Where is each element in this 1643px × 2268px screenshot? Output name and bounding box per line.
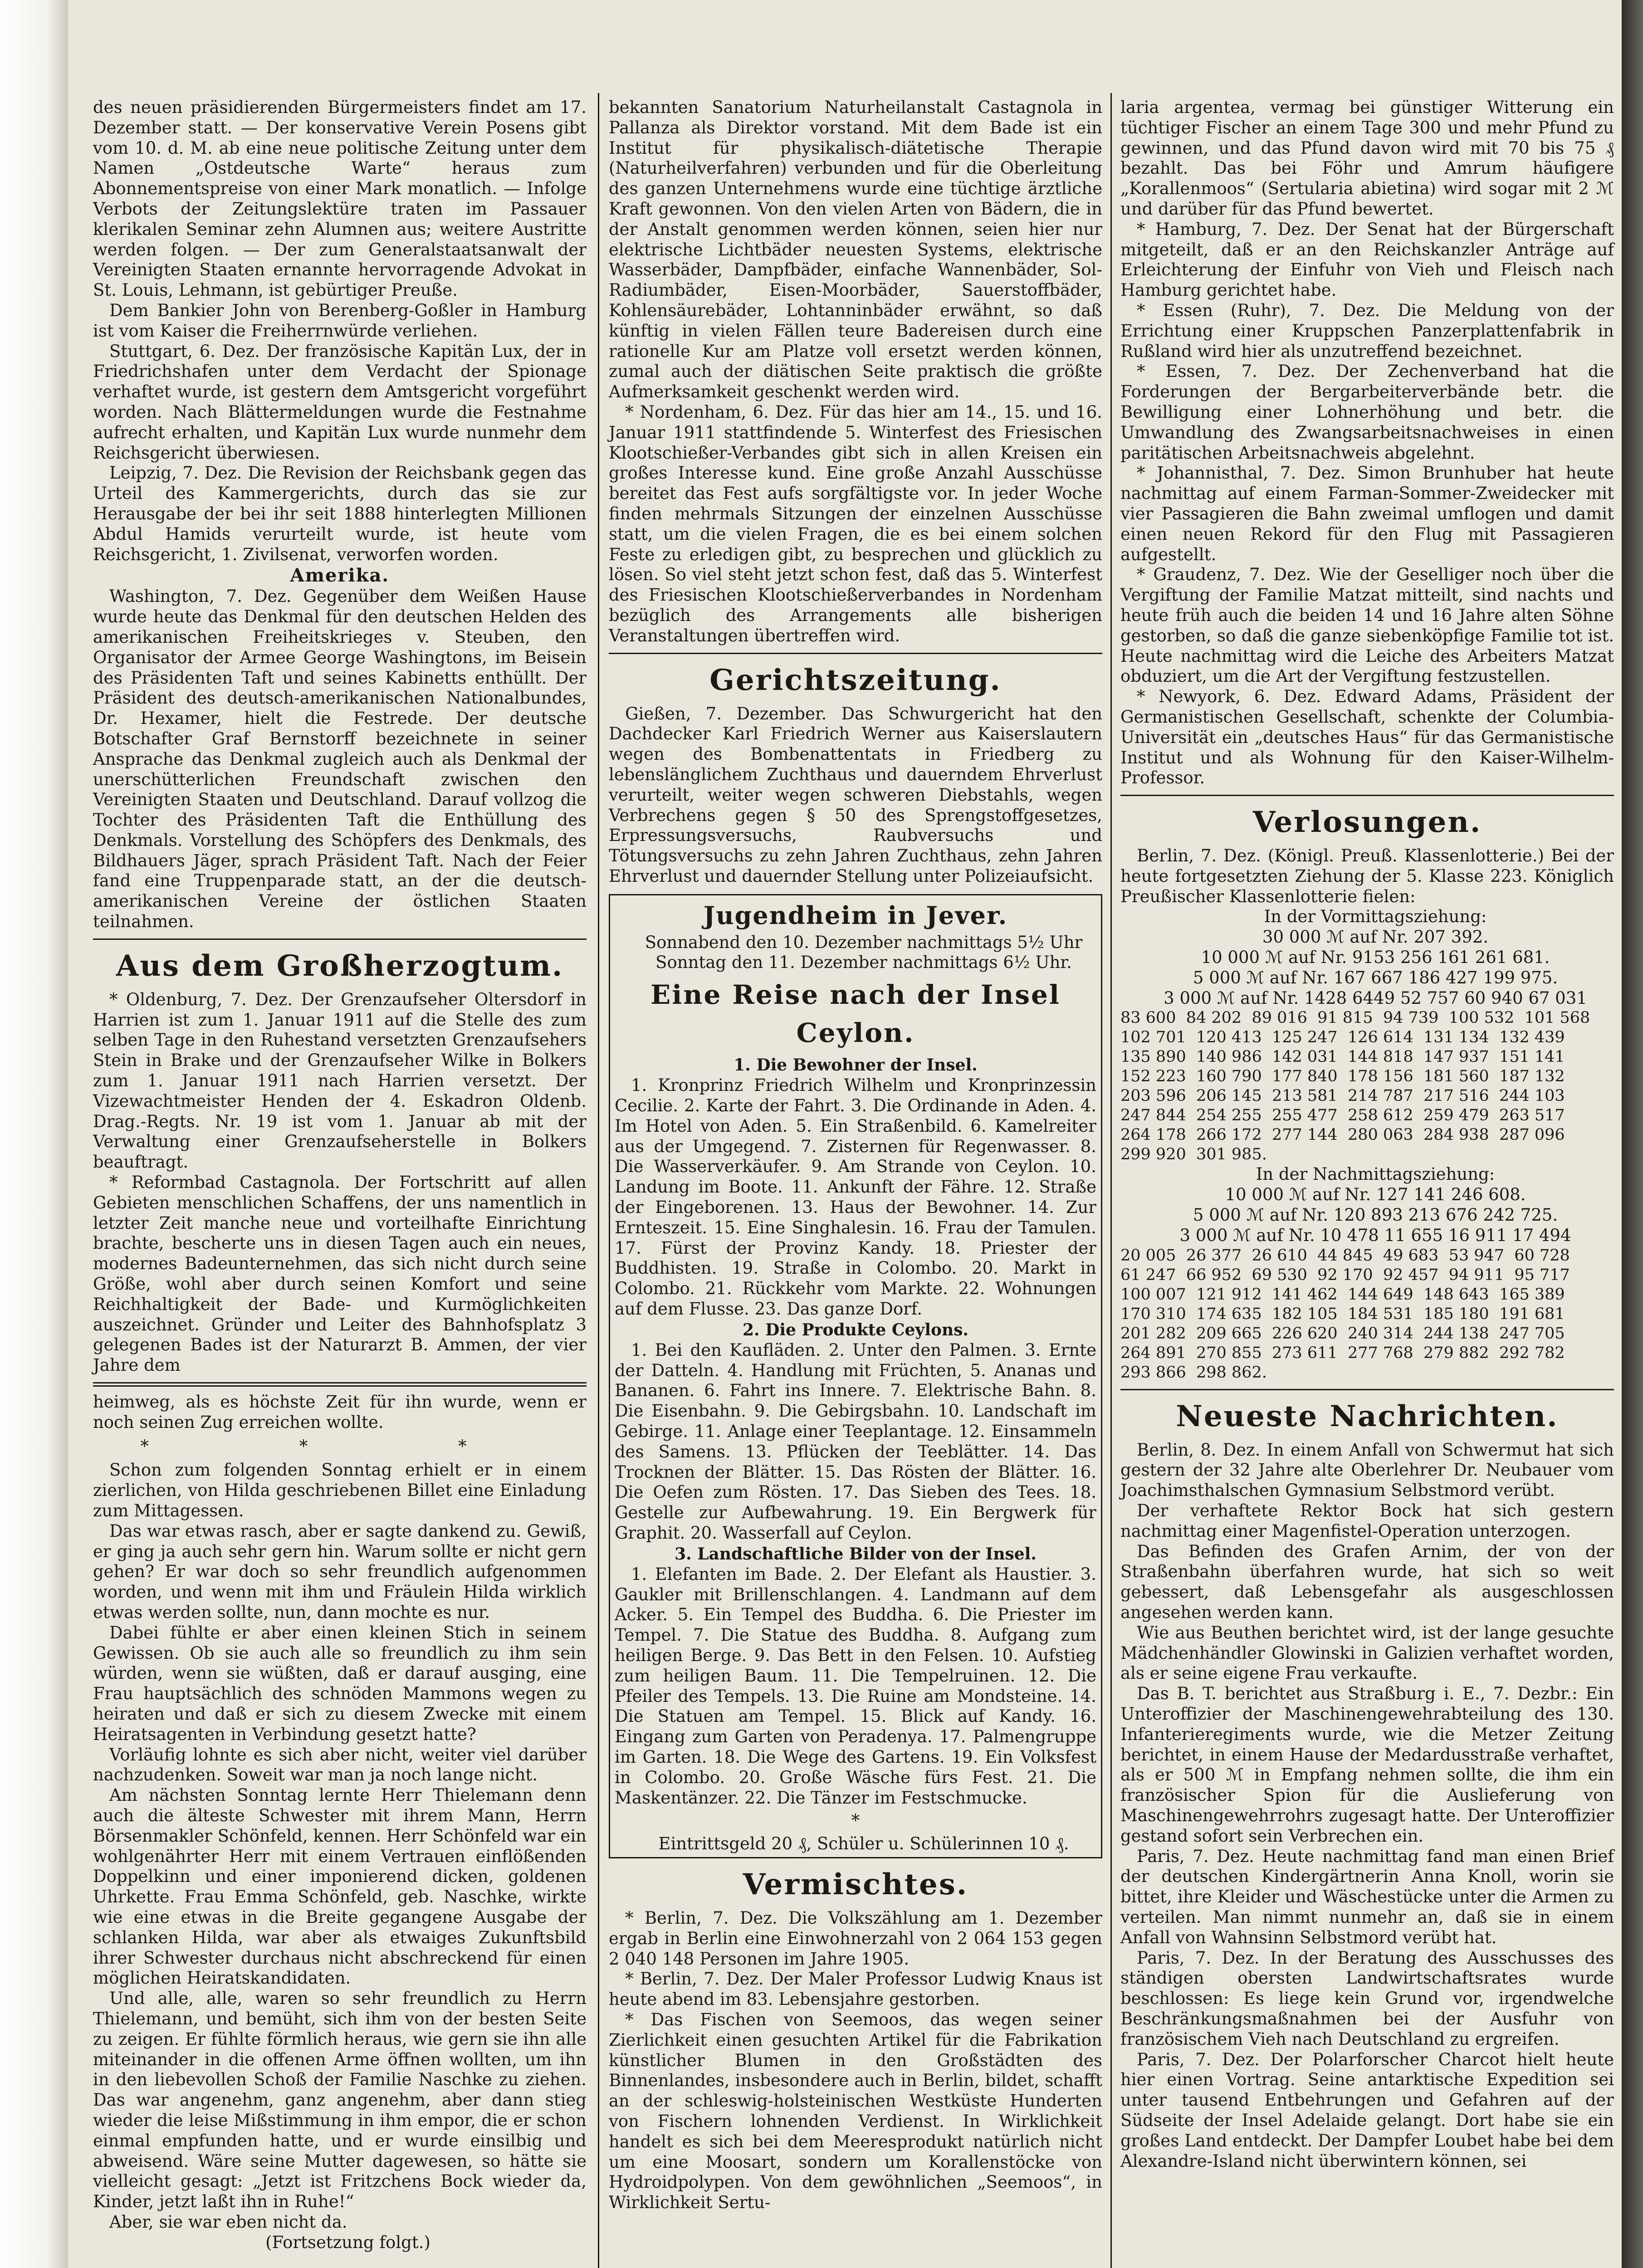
- article-text: Leipzig, 7. Dez. Die Revision der Reichsbank gegen das Urteil des Kammergerichts, durch das sie zur Herausgabe der bei ihr seit 1888 hinterlegten Millionen Abdul Hamids verurteilt wurde, ist heute vom Reichsgericht, 1. Zivilsenat, verworfen worden.: [93, 463, 587, 564]
- draw-subheading: In der Nachmittagsziehung:: [1256, 1164, 1495, 1184]
- ad-date-line: Sonntag den 11. Dezember nachmittags 6½ Uhr.: [655, 953, 1072, 973]
- article-text: * Das Fischen von Seemoos, das wegen seiner Zierlichkeit einen gesuchten Artikel für die Fabrikation künstlicher Blumen in den Großstädten des Binnenlandes, insbesondere auch in Berlin, bildet, schafft an der schleswig-holsteinischen Westküste Hunderten von Fischern lohnenden Verdienst. In Wirklichkeit handelt es sich bei dem Meeresprodukt natürlich nicht um eine Moosart, sondern um Korallenstöcke von Hydroidpolypen. Von dem gewöhnlichen „Seemoos“, in Wirklichkeit Sertu-: [609, 2009, 1102, 2213]
- section-divider: [1120, 1389, 1614, 1390]
- article-text: laria argentea, vermag bei günstiger Witterung ein tüchtiger Fischer an einem Tage 300 und mehr Pfund zu gewinnen, und das Pfund davon wird mit 70 bis 75 ₰ bezahlt. Das bei Föhr und Amrum häufigere „Korallenmoos“ (Sertularia abietina) wird sogar mit 2 ℳ und darüber für das Pfund bewertet.: [1120, 98, 1614, 219]
- ad-part-heading: 3. Landschaftliche Bilder von der Insel.: [675, 1544, 1037, 1564]
- lottery-line: 5 000 ℳ auf Nr. 120 893 213 676 242 725.: [1193, 1205, 1558, 1225]
- article-text: * Essen, 7. Dez. Der Zechenverband hat die Forderungen der Bergarbeiterverbände betr. die Bewilligung einer Lohnerhöhung und betr. die Umwandlung des Zwangsarbeitsnachweises in einen paritätischen Arbeitsnachweis abgelehnt.: [1120, 362, 1614, 463]
- feuilleton-text: Vorläufig lohnte es sich aber nicht, weiter viel darüber nachzudenken. Soweit war man ja noch lange nicht.: [93, 1745, 587, 1785]
- ad-picture-list: 1. Bei den Kaufläden. 2. Unter den Palmen. 3. Ernte der Datteln. 4. Handlung mit Früchten, 5. Ananas und Bananen. 6. Fahrt ins Innere. 7. Elektrische Bahn. 8. Die Eisenbahn. 9. Die Gebirgsbahn. 10. Landschaft im Gebirge. 11. Anlage einer Teeplantage. 12. Einsammeln des Samens. 13. Pflücken der Teeblätter. 14. Das Trocknen der Blätter. 15. Das Rösten der Blätter. 16. Die Oefen zum Rösten. 17. Das Sieben des Tees. 18. Gestelle zur Aufbewahrung. 19. Ein Bergwerk für Graphit. 20. Wasserfall auf Ceylon.: [615, 1340, 1096, 1543]
- section-heading-vermischtes: Vermischtes.: [743, 1867, 968, 1901]
- article-text: Paris, 7. Dez. Der Polarforscher Charcot hielt heute hier einen Vortrag. Seine antarktische Expedition sei unter tausend Entbehrungen und Gefahren auf der Südseite der Insel Adelaide gelangt. Dort habe sie ein großes Land entdeckt. Der Dampfer Loubet habe bei dem Alexandre-Island nicht überwintern können, sei: [1120, 2049, 1614, 2171]
- continuation-note: (Fortsetzung folgt.): [265, 2232, 430, 2252]
- feuilleton-divider: [93, 1382, 587, 1383]
- subheading-amerika: Amerika.: [290, 565, 390, 587]
- article-text: Paris, 7. Dez. In der Beratung des Ausschusses des ständigen obersten Landwirtschaftsrates wurde beschlossen: Es liege kein Grund vor, irgendwelche Beschränkungsmaßnahmen bei der Ausfuhr von französischem Vieh nach Deutschland zu ergreifen.: [1120, 1948, 1614, 2049]
- ad-part-heading: 1. Die Bewohner der Insel.: [733, 1056, 978, 1075]
- article-text: * Reformbad Castagnola. Der Fortschritt auf allen Gebieten menschlichen Schaffens, der uns namentlich in letzter Zeit manche neue und vorteilhafte Einrichtung brachte, bescherte uns in diesen Tagen auch ein neues, modernes Badeunternehmen, das sich nicht durch seine Größe, wohl aber durch seinen Komfort und seine Reichhaltigkeit der Bade- und Kurmöglichkeiten auszeichnet. Gründer und Leiter des Bahnhofsplatz 3 gelegenen Bades ist der Naturarzt B. Ammen, der vier Jahre dem: [93, 1173, 587, 1375]
- feuilleton-text: Und alle, alle, waren so sehr freundlich zu Herrn Thielemann, und bemüht, sich ihm von der besten Seite zu zeigen. Er fühlte förmlich heraus, wie gern sie ihn alle miteinander in die offenen Arme öffnen wollten, um ihn in den liebevollen Schoß der Familie Naschke zu ziehen. Das war angenehm, ganz angenehm, aber dann stieg wieder die leise Mißstimmung in ihm empor, die er schon einmal empfunden hatte, und er wurde einsilbig und abweisend. Wäre seine Mutter dagewesen, so hätte sie vielleicht gesagt: „Jetzt ist Fritzchens Bock wieder da, Kinder, jetzt laßt ihn in Ruhe!“: [93, 1989, 587, 2212]
- section-divider: [93, 938, 587, 940]
- article-text: Dem Bankier John von Berenberg-Goßler in Hamburg ist vom Kaiser die Freiherrnwürde verliehen.: [93, 300, 587, 341]
- article-text: * Newyork, 6. Dez. Edward Adams, Präsident der Germanistischen Gesellschaft, schenkte der Columbia-Universität ein „deutsches Haus“ für das Germanistische Institut und als Wohnung für den Kaiser-Wilhelm-Professor.: [1120, 687, 1614, 788]
- article-text: Das Befinden des Grafen Arnim, der von der Straßenbahn überfahren wurde, hat sich so weit gebessert, daß Lebensgefahr als ausgeschlossen angesehen werden kann.: [1120, 1541, 1614, 1623]
- feuilleton-text: Das war etwas rasch, aber er sagte dankend zu. Gewiß, er ging ja auch sehr gern hin. Warum sollte er nicht gern gehen? Er war doch so sehr freundlich aufgenommen worden, und wenn mit ihm und Fräulein Hilda wirklich etwas werden sollte, nun, dann mochte es nur.: [93, 1521, 587, 1622]
- ad-title: Jugendheim in Jever.: [703, 900, 1008, 930]
- article-text: Paris, 7. Dez. Heute nachmittag fand man einen Brief der deutschen Kindergärtnerin Anna Knoll, worin sie bittet, ihre Kleider und Wäschestücke unter die Armen zu verteilen. Man nimmt nunmehr an, daß sie in einem Anfall von Wahnsinn Selbstmord verübt hat.: [1120, 1846, 1614, 1947]
- ad-date-line: Sonnabend den 10. Dezember nachmittags 5½ Uhr: [645, 932, 1083, 952]
- section-heading-grossherzogtum: Aus dem Großherzogtum.: [116, 948, 564, 983]
- section-divider: [1120, 795, 1614, 796]
- section-heading-verlosungen: Verlosungen.: [1252, 805, 1482, 840]
- article-text: Das B. T. berichtet aus Straßburg i. E., 7. Dezbr.: Ein Unteroffizier der Maschinengewehrabteilung des 130. Infanterieregiments wurde, wie die Metzer Zeitung berichtet, in einem Hause der Medardusstraße verhaftet, als er 500 ℳ in Empfang nehmen sollte, die ihm ein französischer Spion für die Auslieferung von Maschinengewehrrohrs zugesagt hatte. Der Unteroffizier gestand sofort sein Verbrechen ein.: [1120, 1684, 1614, 1846]
- article-text: des neuen präsidierenden Bürgermeisters findet am 17. Dezember statt. — Der konservative Verein Posens gibt vom 10. d. M. ab eine neue politische Zeitung unter dem Namen „Ostdeutsche Warte“ heraus zum Abonnementspreise von einer Mark monatlich. — Infolge Verbots der Zeitungslektüre traten im Passauer klerikalen Seminar zehn Alumnen aus; weitere Austritte werden folgen. — Der zum Generalstaatsanwalt der Vereinigten Staaten ernannte hervorragende Advokat in St. Louis, Lehmann, ist gebürtiger Preuße.: [93, 98, 587, 300]
- section-heading-neueste-nachrichten: Neueste Nachrichten.: [1176, 1399, 1559, 1433]
- lottery-line: 3 000 ℳ auf Nr. 1428 6449 52 757 60 940 67 031: [1164, 988, 1587, 1008]
- article-text: * Johannisthal, 7. Dez. Simon Brunhuber hat heute nachmittag auf einem Farman-Sommer-Zweidecker mit vier Passagieren die Bahn zweimal umflogen und damit einen neuen Rekord für den Flug mit Passagieren aufgestellt.: [1120, 463, 1614, 564]
- article-text: * Graudenz, 7. Dez. Wie der Geselliger noch über die Vergiftung der Familie Matzat mitteilt, sind nachts und heute früh auch die beiden 14 und 16 Jahre alten Söhne gestorben, so daß die ganze siebenköpfige Familie tot ist. Heute nachmittag wird die Leiche des Arbeiters Matzat obduziert, um die Art der Vergiftung festzustellen.: [1120, 565, 1614, 686]
- article-text: Washington, 7. Dez. Gegenüber dem Weißen Hause wurde heute das Denkmal für den deutschen Helden des amerikanischen Freiheitskrieges v. Steuben, den Organisator der Armee George Washingtons, im Beisein des Präsidenten Taft und seines Kabinetts enthüllt. Der Präsident des deutsch-amerikanischen Nationalbundes, Dr. Hexamer, hielt die Festrede. Der deutsche Botschafter Graf Bernstorff bezeichnete in seiner Ansprache das Denkmal zugleich auch als Denkmal der unerschütterlichen Freundschaft zwischen den Vereinigten Staaten und Deutschland. Darauf vollzog die Tochter des Präsidenten Taft die Enthüllung des Denkmals. Vorstellung des Schöpfers des Denkmals, des Bildhauers Jäger, sprach Präsident Taft. Nach der Feier fand eine Truppenparade statt, an der die deutsch-amerikanischen Vereine der östlichen Staaten teilnahmen.: [93, 587, 587, 932]
- article-text: Stuttgart, 6. Dez. Der französische Kapitän Lux, der in Friedrichshafen unter dem Verdacht der Spionage verhaftet wurde, ist gestern dem Amtsgericht vorgeführt worden. Nach Blättermeldungen wurde die Festnahme aufrecht erhalten, und Kapitän Lux wurde nunmehr dem Reichsgericht überwiesen.: [93, 341, 587, 463]
- article-text: Wie aus Beuthen berichtet wird, ist der lange gesuchte Mädchenhändler Glowinski in Galizien verhaftet worden, als er seine eigene Frau verkaufte.: [1120, 1623, 1614, 1683]
- column-3: [1120, 98, 1614, 2171]
- section-divider: [609, 653, 1102, 654]
- feuilleton-text: Schon zum folgenden Sonntag erhielt er in einem zierlichen, von Hilda geschriebenen Billet eine Einladung zum Mittagessen.: [93, 1460, 587, 1520]
- article-text: Der verhaftete Rektor Bock hat sich gestern nachmittag einer Magenfistel-Operation unterzogen.: [1120, 1501, 1614, 1541]
- article-text: Gießen, 7. Dezember. Das Schwurgericht hat den Dachdecker Karl Friedrich Werner aus Kaiserslautern wegen des Bombenattentats in Friedberg zu lebenslänglichem Zuchthaus und dauerndem Ehrverlust verurteilt, weiter wegen schweren Diebstahls, wegen Verbrechens gegen § 50 des Sprengstoffgesetzes, Erpressungsversuchs, Raubversuchs und Tötungsversuchs zu zehn Jahren Zuchthaus, zehn Jahren Ehrverlust und dauernder Stellung unter Polizeiaufsicht.: [609, 704, 1102, 886]
- feuilleton-text: Dabei fühlte er aber einen kleinen Stich in seinem Gewissen. Ob sie auch alle so freundlich zu ihm sein würden, wenn sie wüßten, daß er darauf ausging, eine Frau hauptsächlich des schnöden Mammons wegen zu heiraten und daß er sich zu diesem Zwecke mit einem Heiratsagenten in Verbindung gesetzt hatte?: [93, 1623, 587, 1744]
- draw-subheading: In der Vormittagsziehung:: [1264, 907, 1487, 927]
- lottery-line: 3 000 ℳ auf Nr. 10 478 11 655 16 911 17 494: [1179, 1225, 1571, 1245]
- ad-picture-list: 1. Elefanten im Bade. 2. Der Elefant als Haustier. 3. Gaukler mit Brillenschlangen. 4. Landmann auf dem Acker. 5. Ein Tempel des Buddha. 6. Die Priester im Tempel. 7. Die Statue des Buddha. 8. Aufgang zum heiligen Berge. 9. Das Bett in den Felsen. 10. Aufstieg zum heiligen Baum. 11. Die Tempelruinen. 12. Die Pfeiler des Tempels. 13. Die Ruine am Mondsteine. 14. Die Statuen am Tempel. 15. Blick auf Kandy. 16. Eingang zum Garten von Peradenya. 17. Palmengruppe im Garten. 18. Die Wege des Gartens. 19. Ein Volksfest in Colombo. 20. Große Wäsche fürs Fest. 21. Die Maskentänzer. 22. Die Tänzer im Festschmucke.: [615, 1564, 1096, 1808]
- article-text: * Hamburg, 7. Dez. Der Senat hat der Bürgerschaft mitgeteilt, daß er an den Reichskanzler Anträge auf Erleichterung der Einfuhr von Vieh und Fleisch nach Hamburg gerichtet habe.: [1120, 219, 1614, 300]
- article-text: * Nordenham, 6. Dez. Für das hier am 14., 15. und 16. Januar 1911 stattfindende 5. Winterfest des Friesischen Klootschießer-Verbandes gibt sich in allen Kreisen ein großes Interesse kund. Eine große Anzahl Ausschüsse bereitet das Fest aufs sorgfältigste vor. In jeder Woche finden mehrmals Sitzungen der einzelnen Ausschüsse statt, um die vielen Fragen, die es bei einem solchen Feste zu erledigen gibt, zu besprechen und glücklich zu lösen. So viel steht jetzt schon fest, daß das 5. Winterfest des Friesischen Klootschießerverbandes in Nordenham bezüglich des Arrangements alle bisherigen Veranstaltungen übertreffen wird.: [609, 402, 1102, 645]
- lottery-line: 10 000 ℳ auf Nr. 9153 256 161 261 681.: [1201, 948, 1550, 968]
- lottery-line: 30 000 ℳ auf Nr. 207 392.: [1262, 927, 1489, 947]
- ad-lecture-title: Eine Reise nach der Insel Ceylon.: [650, 979, 1061, 1049]
- feuilleton-text: Aber, sie war eben nicht da.: [109, 2212, 347, 2232]
- article-text: bekannten Sanatorium Naturheilanstalt Castagnola in Pallanza als Direktor vorstand. Mit dem Bade ist ein Institut für physikalisch-diätetische Therapie (Naturheilverfahren) verbunden und für die Oberleitung des ganzen Unternehmens wurde eine tüchtige ärztliche Kraft gewonnen. Von den vielen Arten von Bädern, die in der Anstalt genommen werden können, seien hier nur elektrische Lichtbäder neuesten Systems, elektrische Wasserbäder, Dampfbäder, einfache Wannenbäder, Sol-Radiumbäder, Eisen-Moorbäder, Sauerstoffbäder, Kohlensäurebäder, Lohtanninbäder erwähnt, so daß künftig in vielen Fällen teure Badereisen durch eine rationelle Kur am Platze voll ersetzt werden können, zumal auch der diätischen Seite praktisch die größte Aufmerksamkeit geschenkt werden wird.: [609, 98, 1102, 402]
- feuilleton-text: Am nächsten Sonntag lernte Herr Thielemann denn auch die älteste Schwester mit ihrem Mann, Herrn Börsenmakler Schönfeld, kennen. Herr Schönfeld war ein wohlgenährter Herr mit einem Vertrauen einflößenden Doppelkinn und einer imponierend dicken, goldenen Uhrkette. Frau Emma Schönfeld, geb. Naschke, wirkte wie eine etwas in die Breite gegangene Ausgabe der schlanken Hilda, war aber als etwaiges Zukunftsbild ihrer Schwester durchaus nicht abschreckend für einen möglichen Heiratskandidaten.: [93, 1785, 587, 1988]
- article-text: * Oldenburg, 7. Dez. Der Grenzaufseher Oltersdorf in Harrien ist zum 1. Januar 1911 auf die Stelle des zum selben Tage in den Ruhestand versetzten Grenzaufsehers Stein in Brake und der Grenzaufseher Wilke in Bolkers zum 1. Januar 1911 nach Harrien versetzt. Der Vizewachtmeister Henden der 4. Eskadron Oldenb. Drag.-Regts. Nr. 19 ist vom 1. Januar ab mit der Verwaltung einer Grenzaufseherstelle in Bolkers beauftragt.: [93, 989, 587, 1172]
- lottery-number-table: 83 600 84 202 89 016 91 815 94 739 100 532 101 568 102 701 120 413 125 247 126 614 131 134 132 439 135 890 140 986 142 031 144 818 147 937 151 141 152 223 160 790 177 840 178 156 181 560 187 132 203 596 206 145 213 581 214 787 217 516 244 103 247 844 254 255 255 477 258 612 259 479 263 517 264 178 266 172 277 144 280 063 284 938 287 096 299 920 301 985.: [1120, 1009, 1590, 1164]
- section-stars: * * *: [140, 1436, 539, 1456]
- right-page-edge: [1622, 0, 1643, 2268]
- lottery-number-table: 20 005 26 377 26 610 44 845 49 683 53 947 60 728 61 247 66 952 69 530 92 170 92 457 94 911 95 717 100 007 121 912 141 462 144 649 148 643 165 389 170 310 174 635 182 105 184 531 185 180 191 681 201 282 209 665 226 620 240 314 244 138 247 705 264 891 270 855 273 611 277 768 279 882 292 782 293 866 298 862.: [1120, 1246, 1570, 1382]
- event-advertisement: [609, 894, 1102, 1858]
- article-text: * Berlin, 7. Dez. Der Maler Professor Ludwig Knaus ist heute abend im 83. Lebensjahre gestorben.: [609, 1969, 1102, 2009]
- ad-star: *: [851, 1811, 860, 1831]
- feuilleton-text: heimweg, als es höchste Zeit für ihn wurde, wenn er noch seinen Zug erreichen wollte.: [93, 1392, 587, 1432]
- section-heading-gerichtszeitung: Gerichtszeitung.: [709, 663, 1002, 697]
- article-text: Berlin, 8. Dez. In einem Anfall von Schwermut hat sich gestern der 32 Jahre alte Oberlehrer Dr. Neubauer vom Joachimsthalschen Gymnasium Selbstmord verübt.: [1120, 1440, 1614, 1501]
- column-rule-2: [1110, 93, 1112, 2268]
- column-rule-1: [598, 93, 599, 2268]
- ad-admission: Eintrittsgeld 20 ₰, Schüler u. Schülerinnen 10 ₰.: [658, 1834, 1069, 1854]
- ad-part-heading: 2. Die Produkte Ceylons.: [743, 1320, 968, 1339]
- column-1: [93, 98, 587, 2253]
- feuilleton-divider: [93, 1385, 587, 1387]
- lottery-line: 10 000 ℳ auf Nr. 127 141 246 608.: [1225, 1185, 1526, 1205]
- lottery-line: 5 000 ℳ auf Nr. 167 667 186 427 199 975.: [1193, 968, 1558, 987]
- ad-picture-list: 1. Kronprinz Friedrich Wilhelm und Kronprinzessin Cecilie. 2. Karte der Fahrt. 3. Die Ordinande in Aden. 4. Im Hotel von Aden. 5. Ein Straßenbild. 6. Kamelreiter aus der Umgegend. 7. Zisternen für Regenwasser. 8. Die Wasserverkäufer. 9. Am Strande von Ceylon. 10. Landung im Boote. 11. Ankunft der Fähre. 12. Straße der Eingeborenen. 13. Haus der Bewohner. 14. Zur Ernteszeit. 15. Eine Singhalesin. 16. Frau der Tamulen. 17. Fürst der Provinz Kandy. 18. Priester der Buddhisten. 19. Straße in Colombo. 20. Markt in Colombo. 21. Rückkehr vom Markte. 22. Wohnungen auf dem Flusse. 23. Das ganze Dorf.: [615, 1075, 1096, 1319]
- article-text: * Berlin, 7. Dez. Die Volkszählung am 1. Dezember ergab in Berlin eine Einwohnerzahl von 2 064 153 gegen 2 040 148 Personen im Jahre 1905.: [609, 1908, 1102, 1969]
- article-text: * Essen (Ruhr), 7. Dez. Die Meldung von der Errichtung einer Kruppschen Panzerplattenfabrik in Rußland wird hier als unzutreffend bezeichnet.: [1120, 300, 1614, 361]
- page-binding-edge: [0, 0, 68, 2268]
- column-2: [609, 98, 1102, 2213]
- article-text: Berlin, 7. Dez. (Königl. Preuß. Klassenlotterie.) Bei der heute fortgesetzten Ziehung der 5. Klasse 223. Königlich Preußischer Klassenlotterie fielen:: [1120, 846, 1614, 906]
